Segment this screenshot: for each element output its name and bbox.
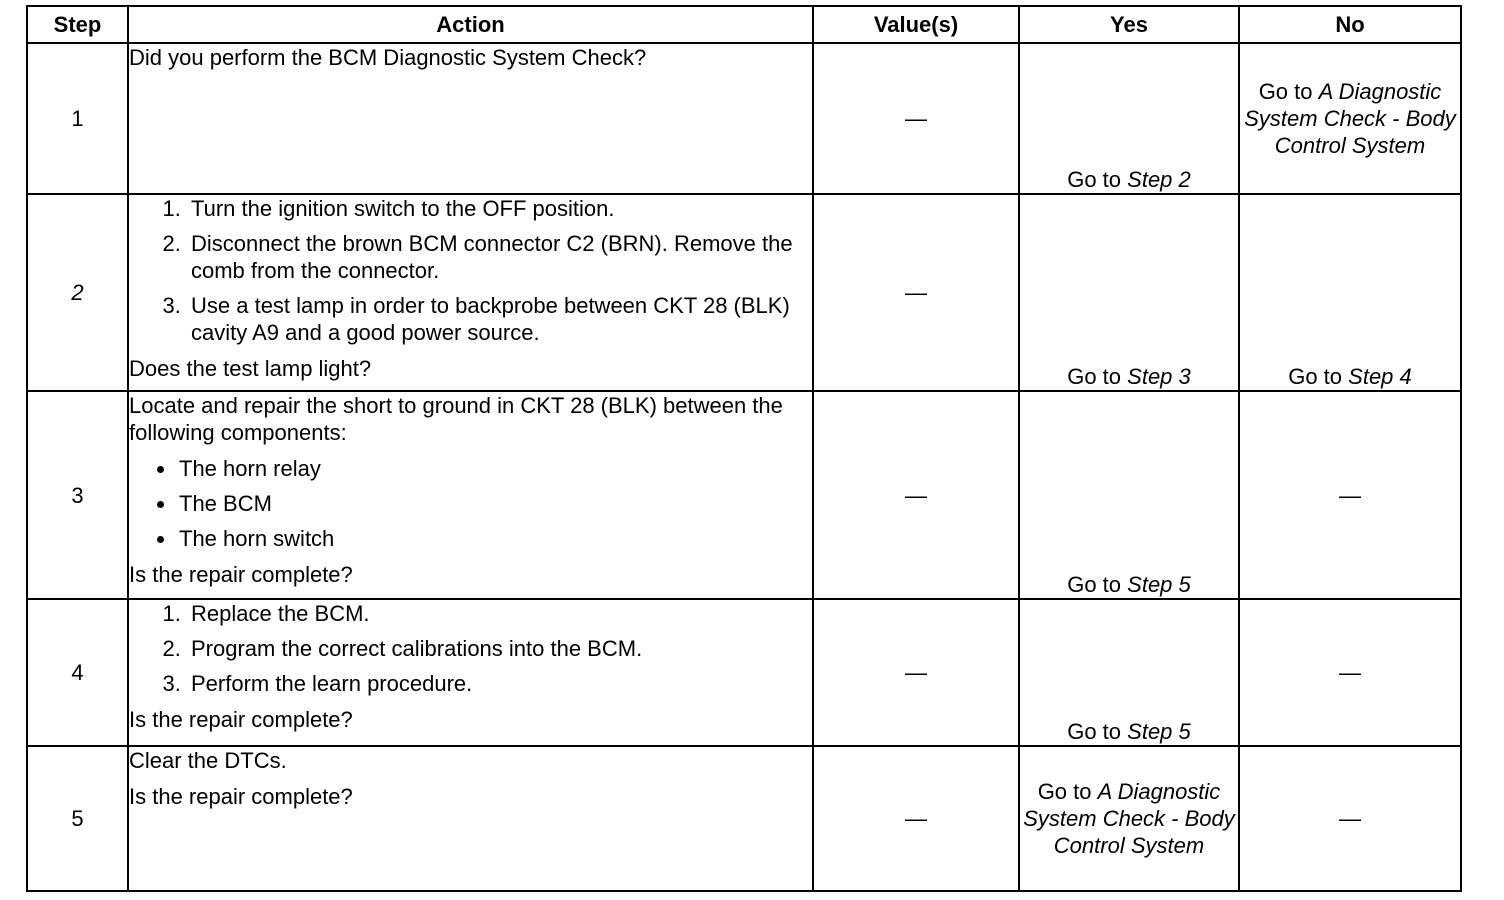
step-number: 3 — [27, 391, 128, 599]
action-cell — [128, 43, 813, 194]
table-row — [27, 599, 1461, 746]
step-number: 5 — [27, 746, 128, 891]
no-prefix: Go to — [1258, 79, 1313, 104]
yes-step-ref: Step 5 — [1127, 572, 1191, 597]
no-cell: — — [1239, 391, 1461, 599]
action-cell — [128, 599, 813, 746]
no-cell — [1239, 43, 1461, 194]
value-cell: — — [813, 599, 1019, 746]
substep-item: 3. Use a test lamp in order to backprobe between CKT 28 (BLK) cavity A9 and a good power source. — [187, 292, 812, 346]
no-cell — [1239, 194, 1461, 391]
yes-cell — [1019, 599, 1239, 746]
no-step-ref: Step 4 — [1348, 364, 1412, 389]
substep-item: 1. Replace the BCM. — [187, 600, 812, 627]
component-item: • The horn switch — [177, 525, 812, 552]
yes-prefix: Go to — [1067, 364, 1122, 389]
yes-prefix: Go to — [1067, 719, 1122, 744]
action-cell — [128, 391, 813, 599]
component-item: • The horn relay — [177, 455, 812, 482]
action-cell — [128, 194, 813, 391]
action-intro: Locate and repair the short to ground in CKT 28 (BLK) between the following components: — [129, 393, 783, 445]
component-list — [129, 455, 812, 552]
substep-list — [129, 195, 812, 346]
header-values: Value(s) — [813, 6, 1019, 43]
diagnostic-table — [26, 5, 1462, 892]
table-header-row — [27, 6, 1461, 43]
yes-step-ref: Step 5 — [1127, 719, 1191, 744]
yes-step-ref: A Diagnostic System Check - Body Control System — [1023, 779, 1235, 858]
action-question: Is the repair complete? — [129, 707, 353, 732]
action-question: Is the repair complete? — [129, 784, 353, 809]
substep-item: 3. Perform the learn procedure. — [187, 670, 812, 697]
action-question: Does the test lamp light? — [129, 356, 372, 381]
yes-cell — [1019, 746, 1239, 891]
action-question: Is the repair complete? — [129, 562, 353, 587]
yes-prefix: Go to — [1037, 779, 1092, 804]
no-prefix: Go to — [1288, 364, 1343, 389]
value-cell: — — [813, 746, 1019, 891]
header-yes: Yes — [1019, 6, 1239, 43]
action-cell — [128, 746, 813, 891]
value-cell: — — [813, 43, 1019, 194]
table-row — [27, 391, 1461, 599]
no-cell: — — [1239, 599, 1461, 746]
step-number: 1 — [27, 43, 128, 194]
table-row — [27, 746, 1461, 891]
step-number: 4 — [27, 599, 128, 746]
value-cell: — — [813, 391, 1019, 599]
table-row — [27, 43, 1461, 194]
header-no: No — [1239, 6, 1461, 43]
header-step: Step — [27, 6, 128, 43]
component-item: • The BCM — [177, 490, 812, 517]
substep-item: 1. Turn the ignition switch to the OFF position. — [187, 195, 812, 222]
yes-step-ref: Step 3 — [1127, 364, 1191, 389]
yes-step-ref: Step 2 — [1127, 167, 1191, 192]
yes-cell — [1019, 194, 1239, 391]
action-question: Did you perform the BCM Diagnostic System Check? — [129, 45, 647, 70]
table-row — [27, 194, 1461, 391]
action-intro: Clear the DTCs. — [129, 748, 287, 773]
yes-prefix: Go to — [1067, 167, 1122, 192]
value-cell: — — [813, 194, 1019, 391]
substep-item: 2. Program the correct calibrations into the BCM. — [187, 635, 812, 662]
yes-prefix: Go to — [1067, 572, 1122, 597]
no-cell: — — [1239, 746, 1461, 891]
header-action: Action — [128, 6, 813, 43]
substep-item: 2. Disconnect the brown BCM connector C2 (BRN). Remove the comb from the connector. — [187, 230, 812, 284]
no-step-ref: A Diagnostic System Check - Body Control System — [1244, 79, 1456, 158]
step-number: 2 — [27, 194, 128, 391]
substep-list — [129, 600, 812, 697]
yes-cell — [1019, 43, 1239, 194]
yes-cell — [1019, 391, 1239, 599]
